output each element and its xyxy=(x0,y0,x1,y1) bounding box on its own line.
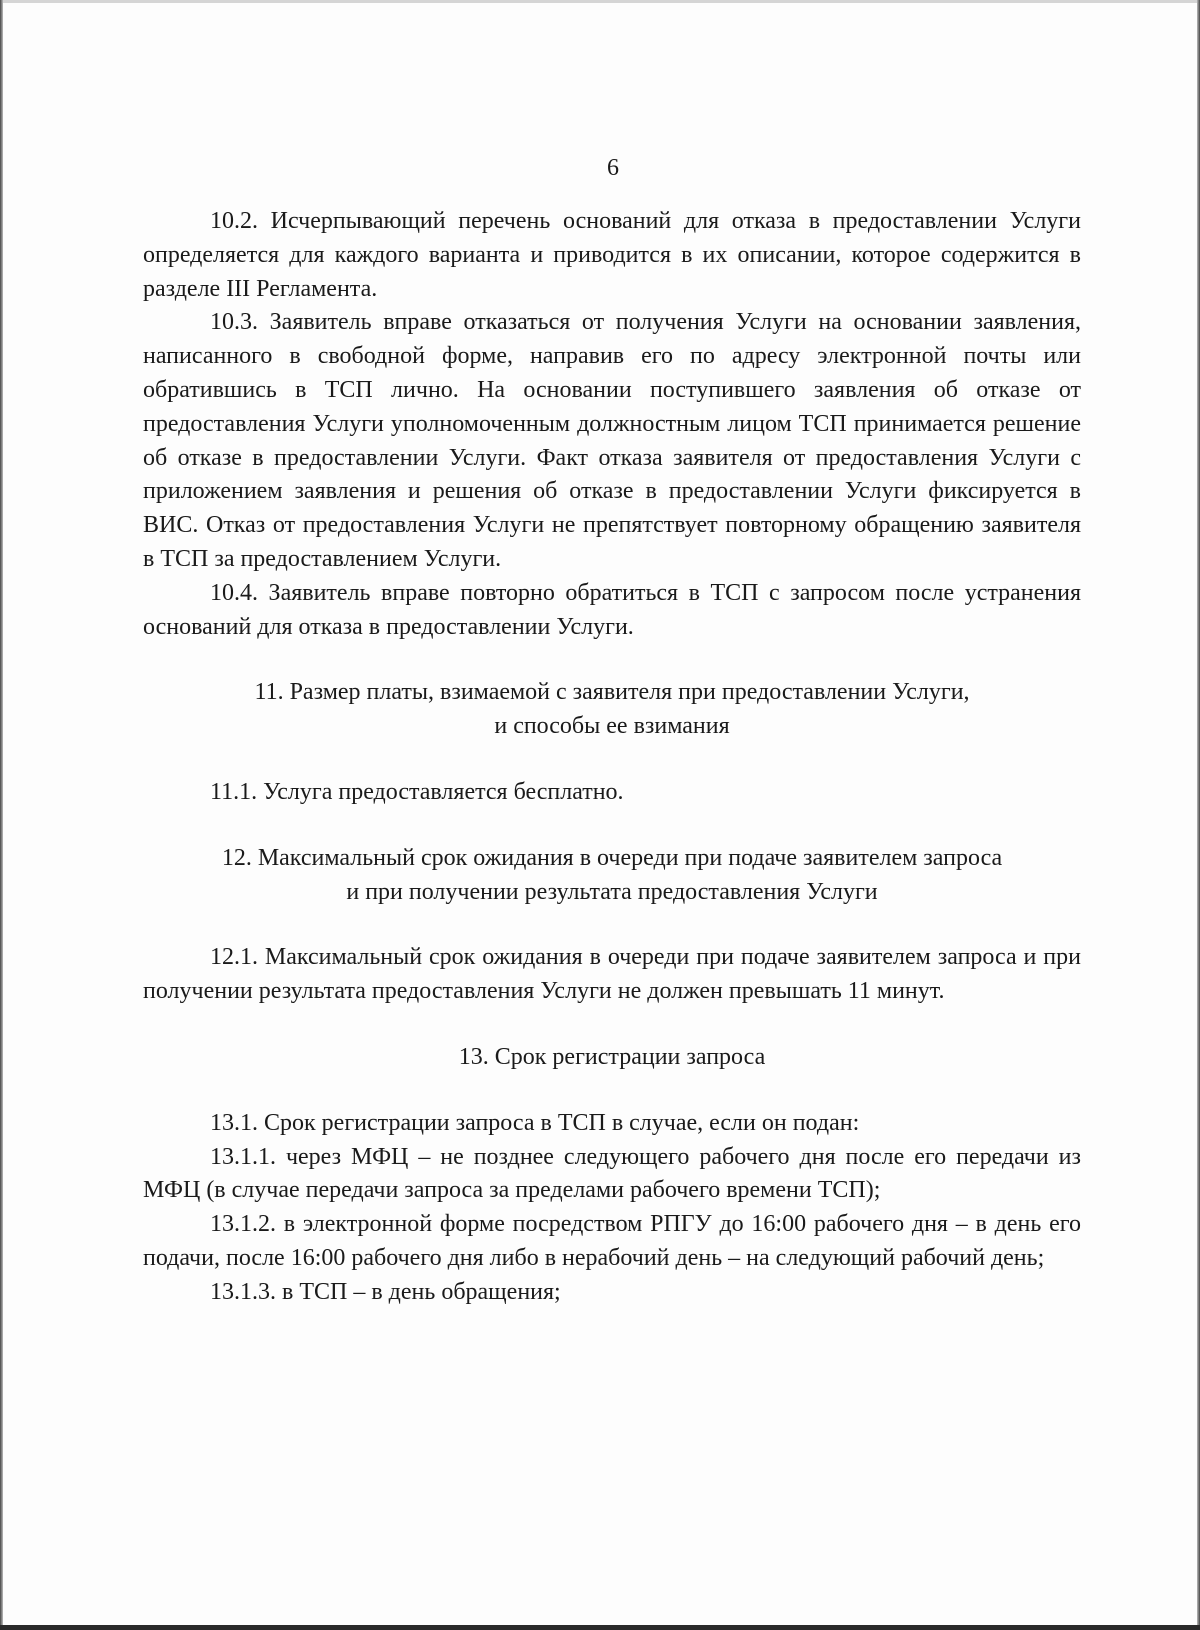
section-heading-13: 13. Срок регистрации запроса xyxy=(458,1043,766,1070)
paragraph-10-3: 10.3. Заявитель вправе отказаться от получения Услуги на основании заявления, написанного в свободной форме, направив его по адресу электронной почты или обратившись в ТСП лично. На основании поступившего заявления об отказе от предоставления Услуги уполномоченным должностным лицом ТСП принимается решение об отказе в предоставлении Услуги. Факт отказа заявителя от предоставления Услуги с приложением заявления и решения об отказе в предоставлении Услуги фиксируется в ВИС. Отказ от предоставления Услуги не препятствует повторному обращению заявителя в ТСП за предоставлением Услуги. xyxy=(143,309,1081,572)
document-body xyxy=(143,205,1081,1310)
paragraph-13-1-2: 13.1.2. в электронной форме посредством РПГУ до 16:00 рабочего дня – в день его подачи, после 16:00 рабочего дня либо в нерабочий день – на следующий рабочий день; xyxy=(143,1211,1081,1271)
scan-edge-left xyxy=(0,0,3,1630)
scan-edge-bottom xyxy=(0,1625,1200,1630)
section-heading-11: 11. Размер платы, взимаемой с заявителя при предоставлении Услуги, и способы ее взимания xyxy=(254,679,970,740)
spacer xyxy=(143,1075,1081,1107)
spacer xyxy=(143,1009,1081,1041)
page-number: 6 xyxy=(607,155,619,181)
spacer xyxy=(143,810,1081,842)
scan-edge-top xyxy=(0,0,1200,3)
paragraph-12-1: 12.1. Максимальный срок ожидания в очереди при подаче заявителем запроса и при получении результата предоставления Услуги не должен превышать 11 минут. xyxy=(143,944,1081,1005)
section-heading-12: 12. Максимальный срок ожидания в очереди при подаче заявителем запроса и при получении результата предоставления Услуги xyxy=(221,844,1003,905)
paragraph-11-1: 11.1. Услуга предоставляется бесплатно. xyxy=(210,778,624,805)
paragraph-13-1-3: 13.1.3. в ТСП – в день обращения; xyxy=(210,1278,561,1305)
paragraph-13-1-1: 13.1.1. через МФЦ – не позднее следующего рабочего дня после его передачи из МФЦ (в случае передачи запроса за пределами рабочего времени ТСП); xyxy=(143,1143,1081,1204)
paragraph-13-1: 13.1. Срок регистрации запроса в ТСП в случае, если он подан: xyxy=(210,1109,860,1136)
spacer xyxy=(143,909,1081,941)
spacer xyxy=(143,644,1081,676)
paragraph-10-2: 10.2. Исчерпывающий перечень оснований для отказа в предоставлении Услуги определяется для каждого варианта и приводится в их описании, которое содержится в разделе III Регламента. xyxy=(143,208,1081,302)
paragraph-10-4: 10.4. Заявитель вправе повторно обратиться в ТСП с запросом после устранения оснований для отказа в предоставлении Услуги. xyxy=(143,579,1081,640)
spacer xyxy=(143,744,1081,776)
